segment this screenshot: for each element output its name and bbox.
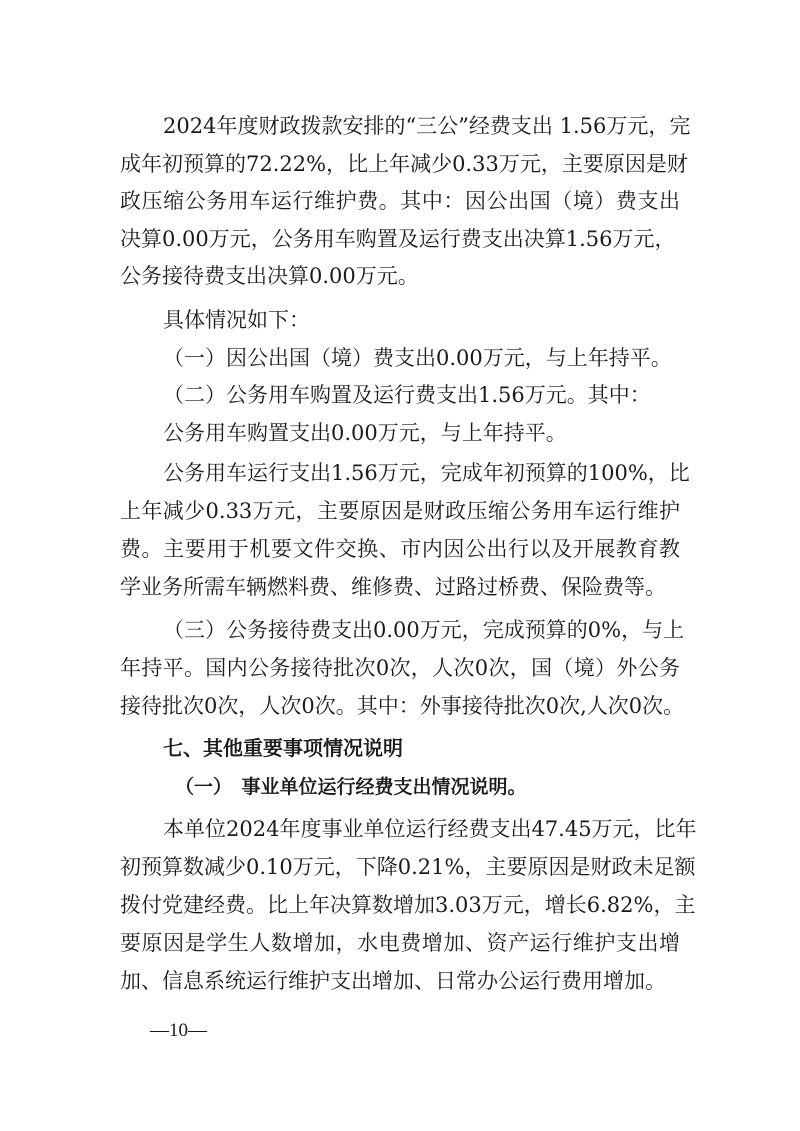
subsection-heading: （一） 事业单位运行经费支出情况说明。: [175, 776, 527, 798]
paragraph-line: 公务用车运行支出1.56万元，完成年初预算的100%，比: [163, 461, 690, 485]
paragraph-line: 公务用车购置支出0.00万元，与上年持平。: [163, 421, 567, 445]
section-heading: 七、其他重要事项情况说明: [163, 736, 403, 760]
paragraph-line: 决算0.00万元，公务用车购置及运行费支出决算1.56万元，: [120, 227, 676, 251]
paragraph-line: 政压缩公务用车运行维护费。其中：因公出国（境）费支出: [120, 189, 680, 213]
paragraph-line: 学业务所需车辆燃料费、维修费、过路过桥费、保险费等。: [120, 575, 666, 599]
paragraph-line: （三）公务接待费支出0.00万元，完成预算的0%，与上: [163, 618, 685, 642]
paragraph-line: 接待批次0次，人次0次。其中：外事接待批次0次,人次0次。: [120, 694, 685, 718]
paragraph-line: （二）公务用车购置及运行费支出1.56万元。其中：: [163, 383, 651, 407]
paragraph-line: 加、信息系统运行维护支出增加、日常办公运行费用增加。: [120, 969, 666, 993]
paragraph-line: 公务接待费支出决算0.00万元。: [120, 264, 419, 288]
paragraph-line: 年持平。国内公务接待批次0次，人次0次，国（境）外公务: [120, 656, 680, 680]
paragraph-line: （一）因公出国（境）费支出0.00万元，与上年持平。: [163, 346, 672, 370]
paragraph-line: 本单位2024年度事业单位运行经费支出47.45万元，比年: [163, 817, 697, 841]
paragraph-line: 初预算数减少0.10万元，下降0.21%，主要原因是财政未足额: [120, 855, 696, 879]
paragraph-line: 费。主要用于机要文件交换、市内因公出行以及开展教育教: [120, 537, 680, 561]
paragraph-line: 成年初预算的72.22%，比上年减少0.33万元，主要原因是财: [120, 152, 688, 176]
paragraph-line: 拨付党建经费。比上年决算数增加3.03万元，增长6.82%，主: [120, 893, 696, 917]
paragraph-line: 具体情况如下：: [163, 308, 310, 332]
paragraph-line: 上年减少0.33万元，主要原因是财政压缩公务用车运行维护: [120, 499, 680, 523]
paragraph-line: 2024年度财政拨款安排的“三公”经费支出 1.56万元，完: [163, 114, 691, 138]
page-number: —10—: [150, 1020, 207, 1041]
paragraph-line: 要原因是学生人数增加，水电费增加、资产运行维护支出增: [120, 931, 680, 955]
